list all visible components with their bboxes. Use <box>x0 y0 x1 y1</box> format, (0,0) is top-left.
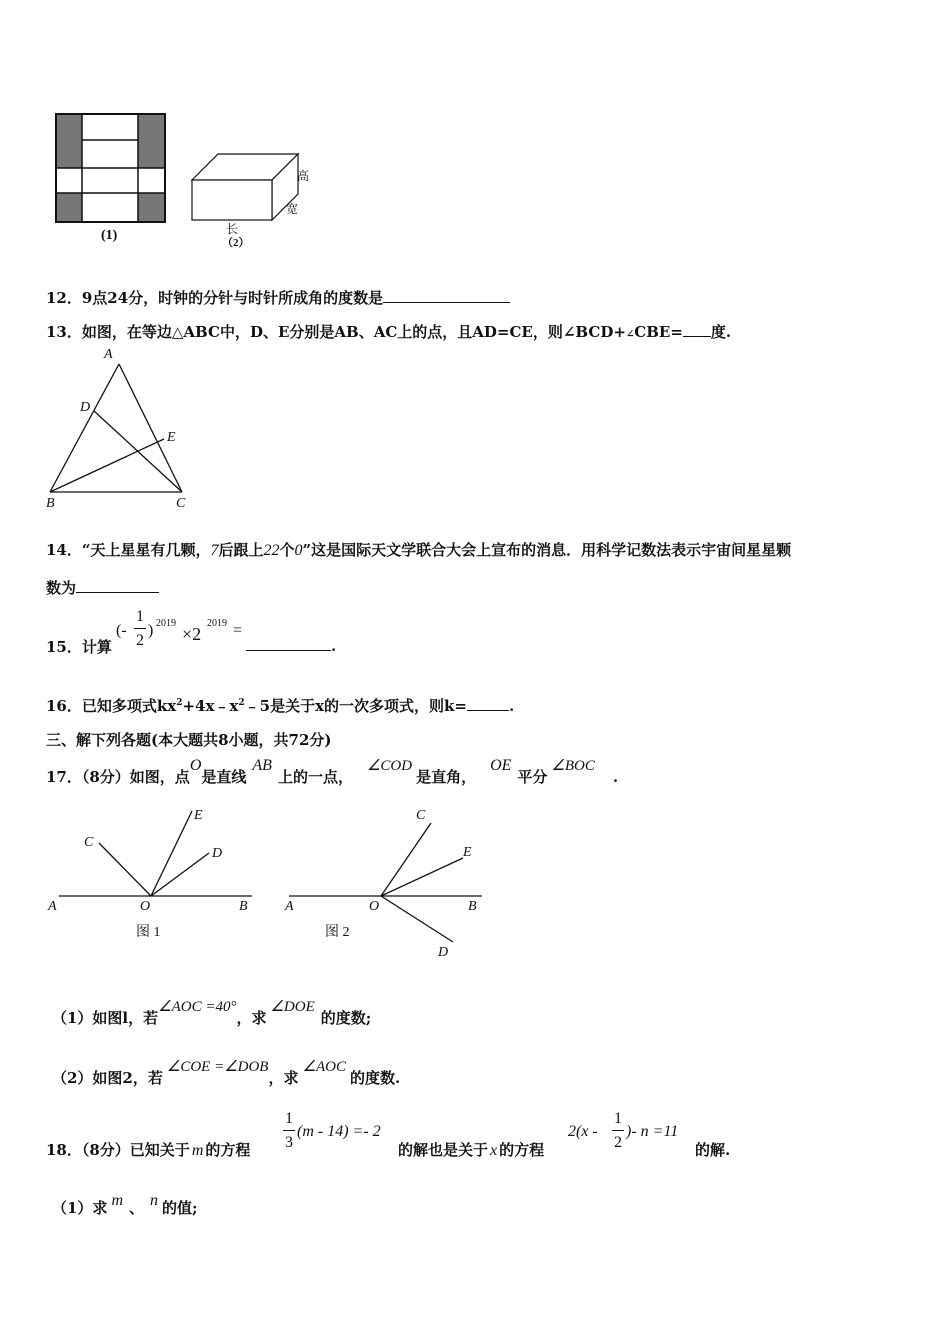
angle-figure-1 <box>55 805 255 905</box>
box-width-label: 宽 <box>286 202 299 216</box>
answer-blank <box>467 696 509 711</box>
box-length-label: 长 <box>226 222 239 236</box>
question-13: 13．如图，在等边△ABC中，D、E分别是AB、AC上的点，且AD=CE，则∠BCD+∠CBE= 度. <box>46 323 732 341</box>
fig2-point-E: E <box>463 845 472 860</box>
fig2-point-C: C <box>416 808 426 823</box>
point-B: B <box>46 496 55 511</box>
fig1-point-C: C <box>84 835 94 850</box>
fig1-point-B: B <box>239 899 248 914</box>
q17-part1: （1）如图l，若∠AOC =40°，求∠DOE的度数; <box>52 999 372 1027</box>
answer-blank <box>76 578 159 593</box>
question-14-line2: 数为 <box>46 577 159 598</box>
fig2-point-O: O <box>369 899 380 914</box>
fig2-point-A: A <box>285 899 294 914</box>
point-C: C <box>176 496 186 511</box>
fig1-point-A: A <box>48 899 57 914</box>
section-heading: 三、解下列各题(本大题共8小题，共72分) <box>46 731 332 749</box>
q13-text: 13．如图，在等边△ABC中，D、E分别是AB、AC上的点，且AD=CE，则∠BCD+ <box>46 323 626 341</box>
point-A: A <box>104 347 113 362</box>
net-figure <box>55 113 167 225</box>
question-18: 18．（8分）已知关于 m 的方程 <box>46 1141 251 1159</box>
fig2-point-D: D <box>438 945 449 960</box>
question-17: 17．（8分）如图，点O是直线AB上的一点，∠COD是直角，OE平分∠BOC. <box>46 757 619 786</box>
figure-1-label: (1) <box>101 228 118 243</box>
answer-blank <box>246 636 331 651</box>
question-16: 16．已知多项式$kx^2+4x﹣x^2﹣5$是关于x的一次多项式，则k= . <box>46 697 515 715</box>
figure-2-label: （2） <box>222 237 250 249</box>
fig1-point-D: D <box>212 846 223 861</box>
fig2-point-B: B <box>468 899 477 914</box>
fig1-caption: 图 1 <box>136 925 161 940</box>
question-14: 14．“天上星星有几颗，7后跟上22个0”这是国际天文学联合大会上宣布的消息．用科学记数法表示宇宙间星星颗 <box>46 541 792 559</box>
fig1-point-E: E <box>194 808 203 823</box>
answer-blank <box>683 322 711 337</box>
shaded-cell <box>56 114 82 168</box>
answer-blank <box>383 288 510 303</box>
question-12 <box>46 287 510 308</box>
angle-figure-2 <box>285 805 485 950</box>
point-D: D <box>80 400 91 415</box>
fig2-caption: 图 2 <box>325 925 350 940</box>
box-height-label: 高 <box>297 169 310 183</box>
shaded-cell <box>56 193 82 222</box>
q18-part1: （1）求 m 、 n 的值; <box>52 1192 198 1217</box>
question-15: 15．计算 <box>46 638 112 656</box>
triangle-figure <box>40 345 200 515</box>
point-E: E <box>167 430 176 445</box>
shaded-cell <box>138 193 165 222</box>
q12-text: 12．9点24分，时钟的分针与时针所成角的度数是 <box>46 289 384 307</box>
q17-part2: （2）如图2，若∠COE =∠DOB，求∠AOC的度数. <box>52 1059 401 1087</box>
shaded-cell <box>138 114 165 168</box>
fig1-point-O: O <box>140 899 151 914</box>
